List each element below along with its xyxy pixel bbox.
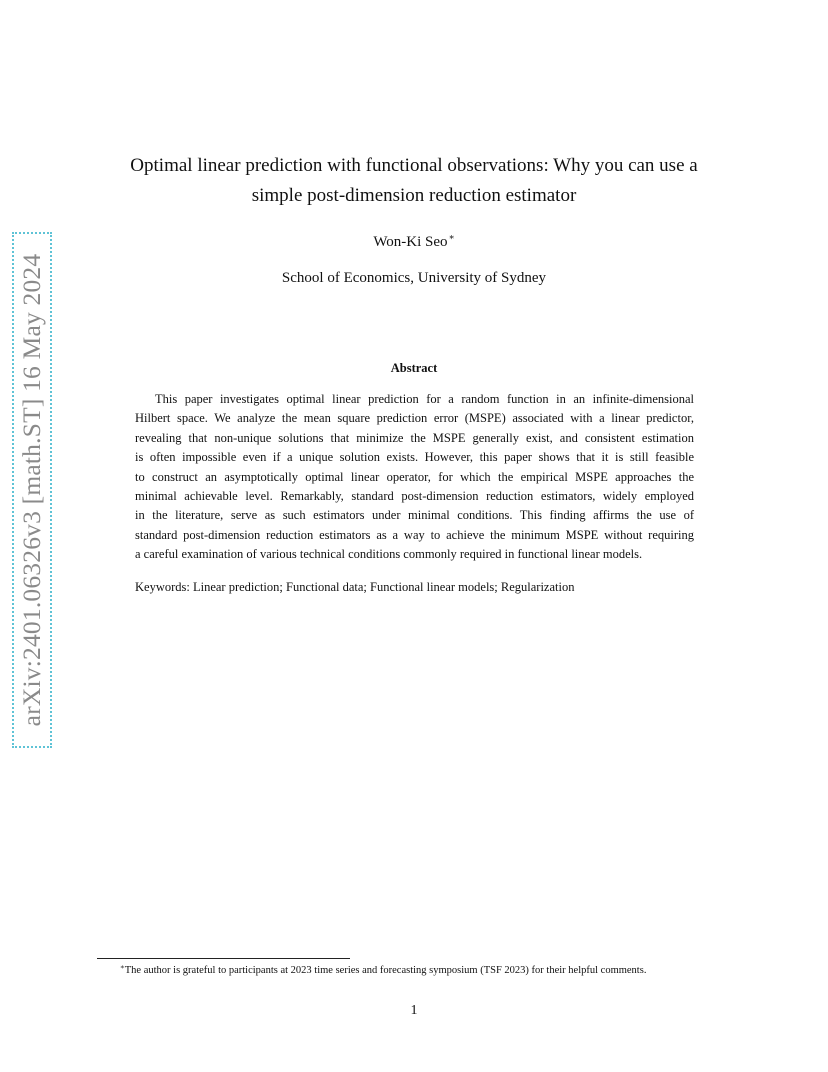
abstract-line: is often impossible even if a unique solution exists. However, this paper shows that it is still feasible <box>135 450 694 465</box>
page-number: 1 <box>410 1003 418 1018</box>
abstract-line: This paper investigates optimal linear prediction for a random function in an infinite-dimensional <box>155 392 694 406</box>
abstract-line: Hilbert space. We analyze the mean square prediction error (MSPE) associated with a linear predictor, <box>135 411 694 426</box>
footnote-mark: ∗ <box>120 963 125 971</box>
affiliation: School of Economics, University of Sydney <box>281 270 547 286</box>
abstract-heading: Abstract <box>390 361 438 375</box>
abstract-line: in the literature, serve as such estimators under minimal conditions. This finding affirms the use of <box>135 508 694 523</box>
abstract-line: revealing that non-unique solutions that minimize the MSPE generally exist, and consistent estimation <box>135 430 694 445</box>
arxiv-identifier: arXiv:2401.06326v3 [math.ST] 16 May 2024 <box>17 253 46 727</box>
author-name: Won-Ki Seo <box>373 234 448 250</box>
arxiv-stamp <box>12 232 52 748</box>
abstract-line: to construct an asymptotically optimal linear operator, for which the empirical MSPE approaches the <box>135 469 694 484</box>
paper-title-line-2: simple post-dimension reduction estimator <box>251 185 577 206</box>
footnote-text: The author is grateful to participants at 2023 time series and forecasting symposium (TSF 2023) for their helpful comments. <box>124 965 647 976</box>
author <box>0 232 828 251</box>
footnote <box>120 963 646 976</box>
paper-title-line-1: Optimal linear prediction with functional observations: Why you can use a <box>130 155 698 176</box>
keywords: Keywords: Linear prediction; Functional data; Functional linear models; Regularization <box>135 580 575 594</box>
abstract-line: a careful examination of various technical conditions commonly required in functional linear models. <box>135 547 643 562</box>
footnote-divider <box>97 958 350 959</box>
author-footnote-mark[interactable]: ∗ <box>448 232 455 242</box>
abstract-line: standard post-dimension reduction estimators as a way to achieve the minimum MSPE without requiring <box>135 527 694 542</box>
abstract-line: minimal achievable level. Remarkably, standard post-dimension reduction estimators, widely employed <box>135 489 694 503</box>
